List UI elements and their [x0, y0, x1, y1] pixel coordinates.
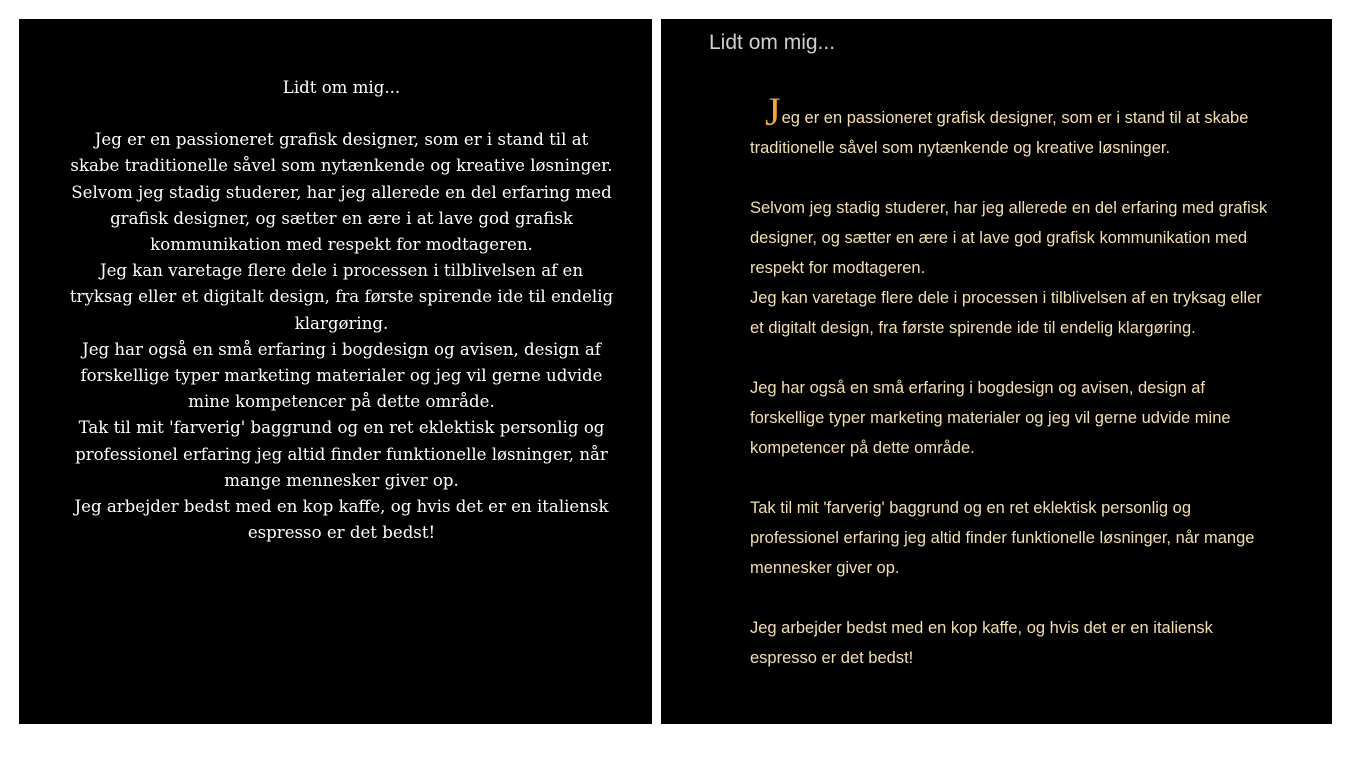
right-first-paragraph-text: eg er en passioneret grafisk designer, som er i stand til at skabe traditionelle såvel som nytænkende og kreative løsninger.: [750, 109, 1249, 157]
left-paragraph: Jeg kan varetage flere dele i processen i tilblivelsen af en tryksag eller et digitalt design, fra første spirende ide til endelig klargøring.: [69, 261, 614, 333]
left-paragraph: Selvom jeg stadig studerer, har jeg allerede en del erfaring med grafisk designer, og sætter en ære i at lave god grafisk kommunikation med respekt for modtageren.: [71, 182, 612, 255]
right-paragraph: Jeg arbejder bedst med en kop kaffe, og hvis det er en italiensk espresso er det bedst!: [750, 619, 1213, 667]
right-paragraph: Jeg har også en små erfaring i bogdesign og avisen, design af forskellige typer marketing materialer og jeg vil gerne udvide mine kompetencer på dette område.: [750, 379, 1231, 457]
right-first-paragraph: [750, 89, 1270, 163]
right-paragraph: Jeg kan varetage flere dele i processen i tilblivelsen af en tryksag eller et digitalt design, fra første spirende ide til endelig klargøring.: [750, 289, 1262, 337]
left-paragraph: Jeg er en passioneret grafisk designer, som er i stand til at skabe traditionelle såvel som nytænkende og kreative løsninger.: [70, 130, 613, 176]
right-about-panel: [661, 19, 1332, 724]
left-about-panel: [19, 19, 652, 724]
right-about-text: [750, 89, 1270, 673]
right-about-heading: Lidt om mig...: [709, 31, 836, 54]
left-about-heading: Lidt om mig...: [282, 78, 401, 97]
left-about-text: [69, 75, 614, 546]
right-paragraph: Selvom jeg stadig studerer, har jeg allerede en del erfaring med grafisk designer, og sætter en ære i at lave god grafisk kommunikation med respekt for modtageren.: [750, 199, 1268, 277]
left-paragraph: Jeg arbejder bedst med en kop kaffe, og hvis det er en italiensk espresso er det bedst!: [74, 497, 609, 543]
left-paragraph: Tak til mit 'farverig' baggrund og en ret eklektisk personlig og professionel erfaring jeg altid finder funktionelle løsninger, når mange mennesker giver op.: [75, 418, 608, 490]
left-paragraph: Jeg har også en små erfaring i bogdesign og avisen, design af forskellige typer marketing materialer og jeg vil gerne udvide mine kompetencer på dette område.: [80, 339, 603, 412]
dropcap-letter: J: [765, 89, 781, 134]
right-paragraph: Tak til mit 'farverig' baggrund og en ret eklektisk personlig og professionel erfaring jeg altid finder funktionelle løsninger, når mange mennesker giver op.: [750, 499, 1255, 577]
